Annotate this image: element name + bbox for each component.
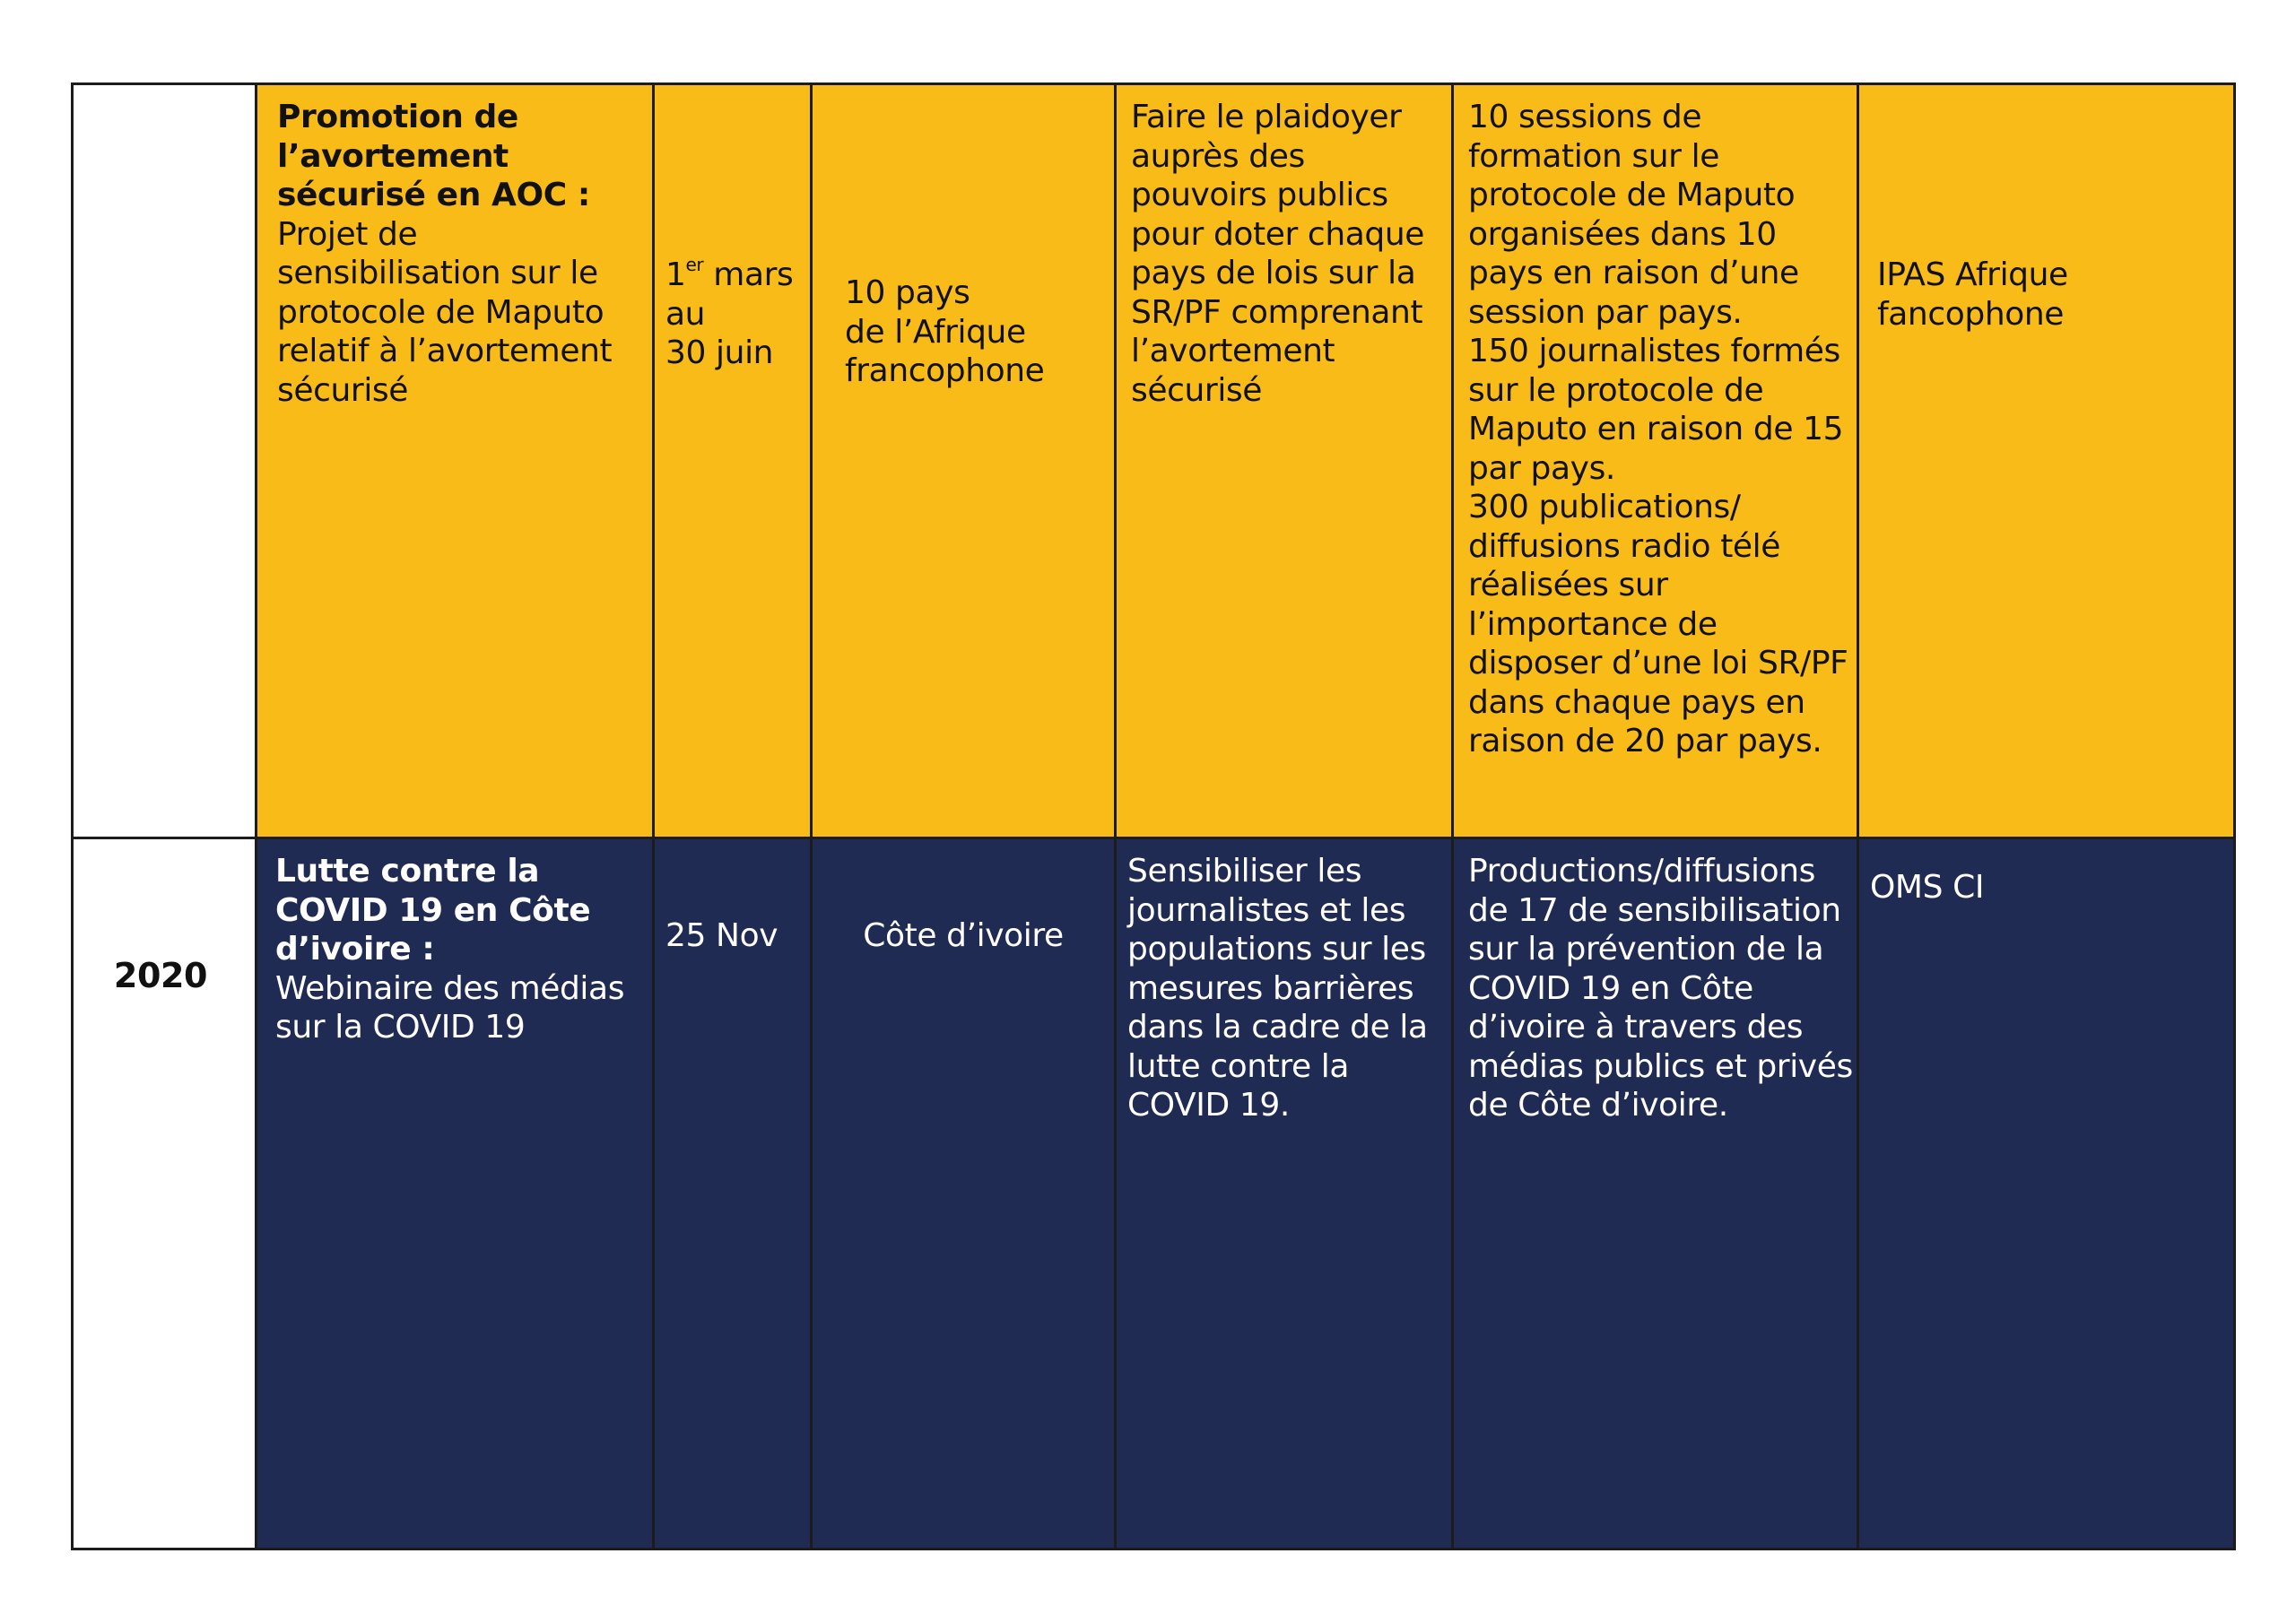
activities-table — [71, 82, 2236, 1550]
dates-line-2: au — [665, 295, 706, 333]
results-cell — [1453, 838, 1858, 1549]
place-line-1: 10 pays — [845, 274, 970, 311]
dates-cell — [654, 838, 812, 1549]
theme-cell — [257, 838, 654, 1549]
partner-cell — [1858, 84, 2235, 838]
place-line-2: de l’Afrique — [845, 313, 1026, 351]
results-text-2: 150 journalistes formés sur le protocole de Maputo en raison de 15 par pays. — [1468, 333, 1844, 487]
theme-title: Promotion de l’avortement sécurisé en AOC : — [277, 99, 590, 213]
objective-text: Sensibiliser les journalistes et les populations sur les mesures barrières dans la cadre de la lutte contre la COVID 19. — [1127, 853, 1428, 1124]
theme-description: Projet de sensibilisation sur le protocole de Maputo relatif à l’avortement sécurisé — [277, 215, 613, 409]
objective-text: Faire le plaidoyer auprès des pouvoirs publics pour doter chaque pays de lois sur la SR/PF comprenant l’avortement sécurisé — [1131, 99, 1425, 409]
year-label — [74, 85, 255, 203]
dates-line-1: 1er mars — [665, 254, 794, 293]
objective-cell — [1116, 838, 1453, 1549]
place-text: Côte d’ivoire — [863, 917, 1064, 954]
results-text: Productions/diffusions de 17 de sensibilisation sur la prévention de la COVID 19 en Côte d’ivoire à travers des médias publics et privés de Côte d’ivoire. — [1468, 853, 1853, 1124]
dates-line-3: 30 juin — [665, 334, 774, 371]
results-text-1: 10 sessions de formation sur le protocole de Maputo organisées dans 10 pays en raison d’une session par pays. — [1468, 99, 1799, 331]
partner-text: IPAS Afrique fancophone — [1877, 256, 2068, 333]
year-cell — [73, 84, 257, 838]
place-cell — [812, 838, 1116, 1549]
theme-cell — [257, 84, 654, 838]
theme-title: Lutte contre la COVID 19 en Côte d’ivoire : — [275, 853, 591, 968]
results-cell — [1453, 84, 1858, 838]
table-row — [73, 838, 2235, 1549]
partner-cell — [1858, 838, 2235, 1549]
theme-description: Webinaire des médias sur la COVID 19 — [275, 969, 625, 1046]
year-cell — [73, 838, 257, 1549]
year-label: 2020 — [113, 956, 208, 995]
dates-text: 25 Nov — [665, 917, 778, 954]
partner-text: OMS CI — [1870, 869, 1985, 906]
results-text-3: 300 publications/ diffusions radio télé réalisées sur l’importance de disposer d’une loi SR/PF dans chaque pays en raison de 20 par pays. — [1468, 489, 1848, 759]
table-row — [73, 84, 2235, 838]
place-line-3: francophone — [845, 352, 1045, 389]
dates-cell — [654, 84, 812, 838]
objective-cell — [1116, 84, 1453, 838]
place-cell — [812, 84, 1116, 838]
